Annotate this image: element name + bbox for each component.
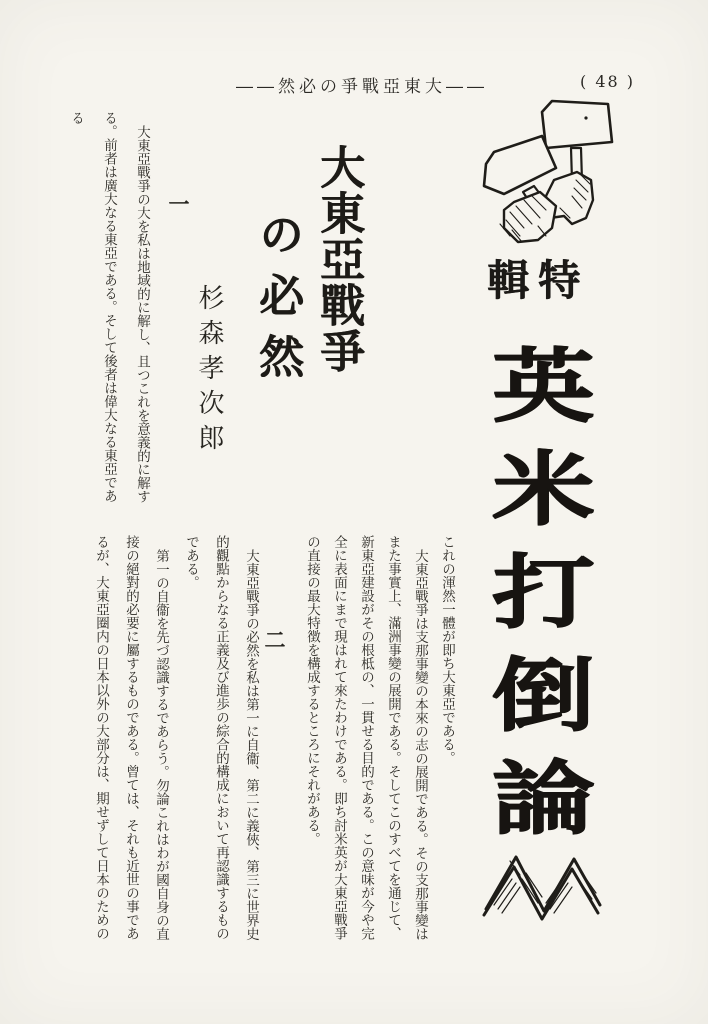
text-column: これの渾然一體が即ち大東亞である。: [439, 535, 455, 765]
ink-scribble: [482, 845, 608, 927]
feature-title-char: 倒: [491, 648, 595, 742]
section-one-marker: 一: [166, 193, 191, 214]
text-column: である。: [183, 535, 199, 589]
feature-title: [478, 338, 608, 853]
text-column: 大東亞戰爭の大を私は地域的に解し、且つこれを意義的に解す: [134, 125, 150, 503]
running-head: ――然必の爭戰亞東大――: [236, 77, 488, 97]
text-column: 接の絕對的必要に屬するものである。曾ては、それも近世の事であ: [123, 535, 139, 940]
special-feature-banner: 輯特: [486, 256, 589, 305]
article-title-line1: 大東亞戰爭: [312, 144, 365, 374]
feature-title-char: 打: [491, 545, 595, 639]
section-one-continuation: [294, 535, 460, 953]
mallets-illustration: [476, 96, 668, 252]
text-column: 第一の自衞を先づ認識するであらう。勿論これはわが國自身の直: [153, 549, 169, 941]
author-name: 杉森孝次郎: [194, 284, 224, 459]
text-column: また事實上、滿洲事變の展開である。そしてこのすべてを通じて、: [385, 535, 401, 940]
feature-title-char: 米: [491, 442, 595, 536]
text-column: 大東亞戰爭の必然を私は第一に自衞、第二に義俠、第三に世界史: [243, 549, 259, 941]
text-column: るが、大東亞圈内の日本以外の大部分は、期せずして日本のための: [93, 535, 109, 940]
text-column: の直接の最大特徴を構成するところにそれがある。: [304, 535, 320, 846]
page-number: ( 48 ): [580, 72, 636, 91]
feature-title-char: 英: [491, 339, 595, 433]
text-column: る。前者は廣大なる東亞である。そして後者は偉大なる東亞である: [68, 111, 117, 503]
section-two-marker: 二: [262, 629, 287, 650]
section-two-body: [82, 535, 266, 953]
text-column: 大東亞戰爭は支那事變の本來の志の展開である。その支那事變は: [412, 549, 428, 941]
feature-title-char: 論: [491, 751, 595, 845]
article-title-line2: の必然: [251, 211, 304, 394]
text-column: 全に表面にまで現はれて來たわけである。即ち討米英が大東亞戰爭: [331, 535, 347, 940]
text-column: 的觀點からなる正義及び進歩の綜合的構成において再認識するもの: [213, 535, 229, 940]
text-column: 新東亞建設がその根柢の、一貫せる目的である。この意味が今や完: [358, 535, 374, 940]
section-one-intro: [68, 111, 158, 515]
